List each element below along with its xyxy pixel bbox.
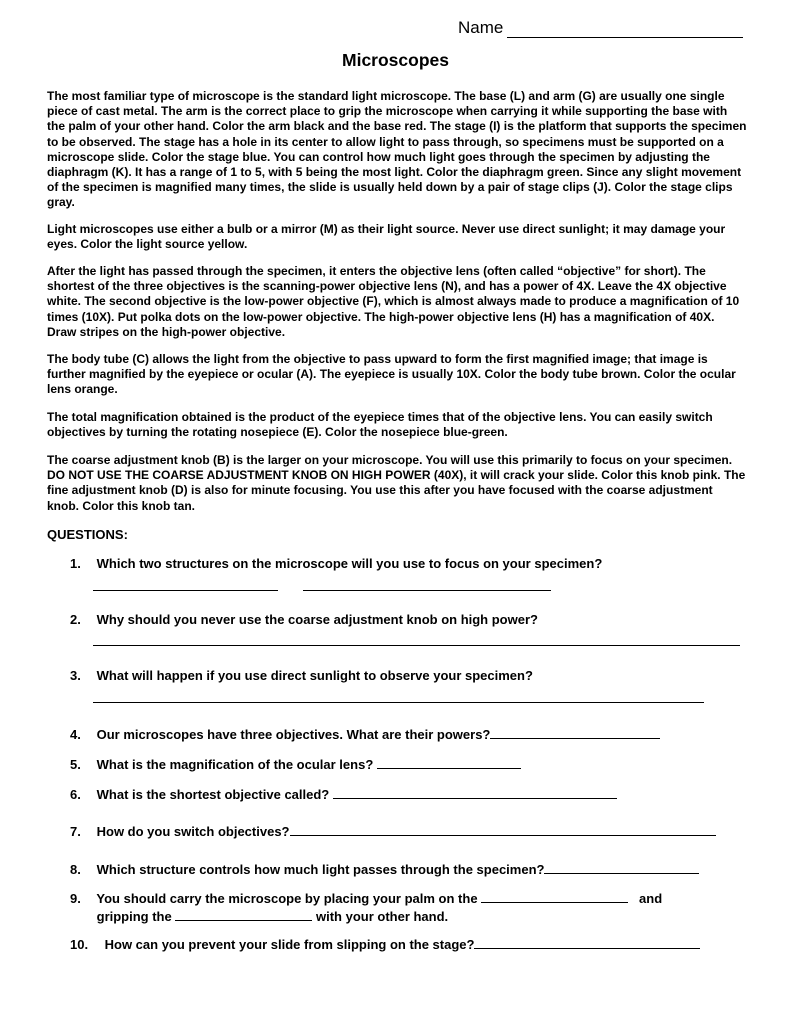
answer-line-1a[interactable] <box>93 590 278 591</box>
answer-blank-7[interactable] <box>290 822 716 836</box>
answer-blank-4[interactable] <box>490 725 660 739</box>
question-text-part-4: with your other hand. <box>315 909 449 924</box>
answer-blank-9b[interactable] <box>175 907 312 921</box>
question-text: What is the shortest objective called? <box>96 787 330 802</box>
question-number: 4. <box>70 727 81 742</box>
question-8 <box>70 860 760 878</box>
question-text: Why should you never use the coarse adjustment knob on high power? <box>96 612 538 627</box>
answer-blank-10[interactable] <box>474 935 700 949</box>
question-1 <box>70 555 760 572</box>
paragraph-light-source: Light microscopes use either a bulb or a mirror (M) as their light source. Never use direct sunlight; it may damage your eyes. Color the light source yellow. <box>47 222 726 252</box>
answer-blank-6[interactable] <box>333 785 617 799</box>
paragraph-body-tube: The body tube (C) allows the light from the objective to pass upward to form the first magnified image; that image is further magnified by the eyepiece or ocular (A). The eyepiece is usually 10X. Color the body tube brown. Color the ocular lens orange. <box>47 352 736 397</box>
question-number: 9. <box>70 891 81 906</box>
question-text: What is the magnification of the ocular lens? <box>96 757 374 772</box>
answer-blank-8[interactable] <box>544 860 699 874</box>
question-text-part-1: You should carry the microscope by placing your palm on the <box>96 891 478 906</box>
answer-blank-5[interactable] <box>377 755 521 769</box>
question-text-part-2: and <box>639 891 663 906</box>
answer-line-2[interactable] <box>93 645 740 646</box>
question-number: 6. <box>70 787 81 802</box>
question-6 <box>70 785 760 803</box>
question-text: Our microscopes have three objectives. What are their powers? <box>96 727 491 742</box>
name-label: Name <box>458 18 504 37</box>
name-blank[interactable] <box>507 19 743 38</box>
question-text: Which two structures on the microscope will you use to focus on your specimen? <box>96 556 603 571</box>
question-4 <box>70 725 760 743</box>
question-text-part-3: gripping the <box>96 909 172 924</box>
question-number: 2. <box>70 612 81 627</box>
paragraph-objectives: After the light has passed through the specimen, it enters the objective lens (often called “objective” for short). The shortest of the three objectives is the scanning-power objective lens (N), and has a power of 4X. Leave the 4X objective white. The second objective is the low-power objective (F), which is almost always made to produce a magnification of 10 times (10X). Put polka dots on the low-power objective. The high-power objective lens (H) has a magnification of 40X. Draw stripes on the high-power objective. <box>47 264 740 339</box>
question-5 <box>70 755 760 773</box>
question-9 <box>70 889 760 925</box>
question-number: 3. <box>70 668 81 683</box>
answer-blank-9a[interactable] <box>481 889 628 903</box>
paragraph-base-arm-stage: The most familiar type of microscope is the standard light microscope. The base (L) and arm (G) are usually one single piece of cast metal. The arm is the correct place to grip the microscope when carrying it while supporting the base with the palm of your other hand. Color the arm black and the base red. The stage (I) is the platform that supports the specimen to be observed. The stage has a hole in its center to allow light to pass through, so specimens must be supported on a microscope slide. Color the stage blue. You can control how much light goes through the specimen by adjusting the diaphragm (K). It has a range of 1 to 5, with 5 being the most light. Color the diaphragm green. Since any slight movement of the specimen is magnified many times, the slide is usually held down by a pair of stage clips (J). Color the stage clips gray. <box>47 89 747 210</box>
question-number: 1. <box>70 556 81 571</box>
paragraph-magnification: The total magnification obtained is the product of the eyepiece times that of the objective lens. You can easily switch objectives by turning the rotating nosepiece (E). Color the nosepiece blue-green. <box>47 410 713 440</box>
question-2 <box>70 611 760 628</box>
answer-line-3[interactable] <box>93 702 704 703</box>
question-number: 7. <box>70 824 81 839</box>
question-number: 8. <box>70 862 81 877</box>
question-text: What will happen if you use direct sunlight to observe your specimen? <box>96 668 533 683</box>
question-text: How can you prevent your slide from slipping on the stage? <box>104 937 475 952</box>
question-3 <box>70 667 760 684</box>
questions-heading: QUESTIONS: <box>47 527 128 542</box>
question-number: 10. <box>70 937 89 952</box>
question-text: Which structure controls how much light passes through the specimen? <box>96 862 545 877</box>
page-title: Microscopes <box>342 50 449 70</box>
paragraph-adjustment-knobs: The coarse adjustment knob (B) is the larger on your microscope. You will use this primarily to focus on your specimen. DO NOT USE THE COARSE ADJUSTMENT KNOB ON HIGH POWER (40X), it will crack your slide. Color this knob pink. The fine adjustment knob (D) is also for minute focusing. You use this after you have focused with the coarse adjustment knob. Color this knob tan. <box>47 453 746 513</box>
question-10 <box>70 935 760 953</box>
answer-line-1b[interactable] <box>303 590 551 591</box>
question-7 <box>70 822 760 840</box>
question-number: 5. <box>70 757 81 772</box>
question-text: How do you switch objectives? <box>96 824 290 839</box>
name-field <box>458 18 743 38</box>
